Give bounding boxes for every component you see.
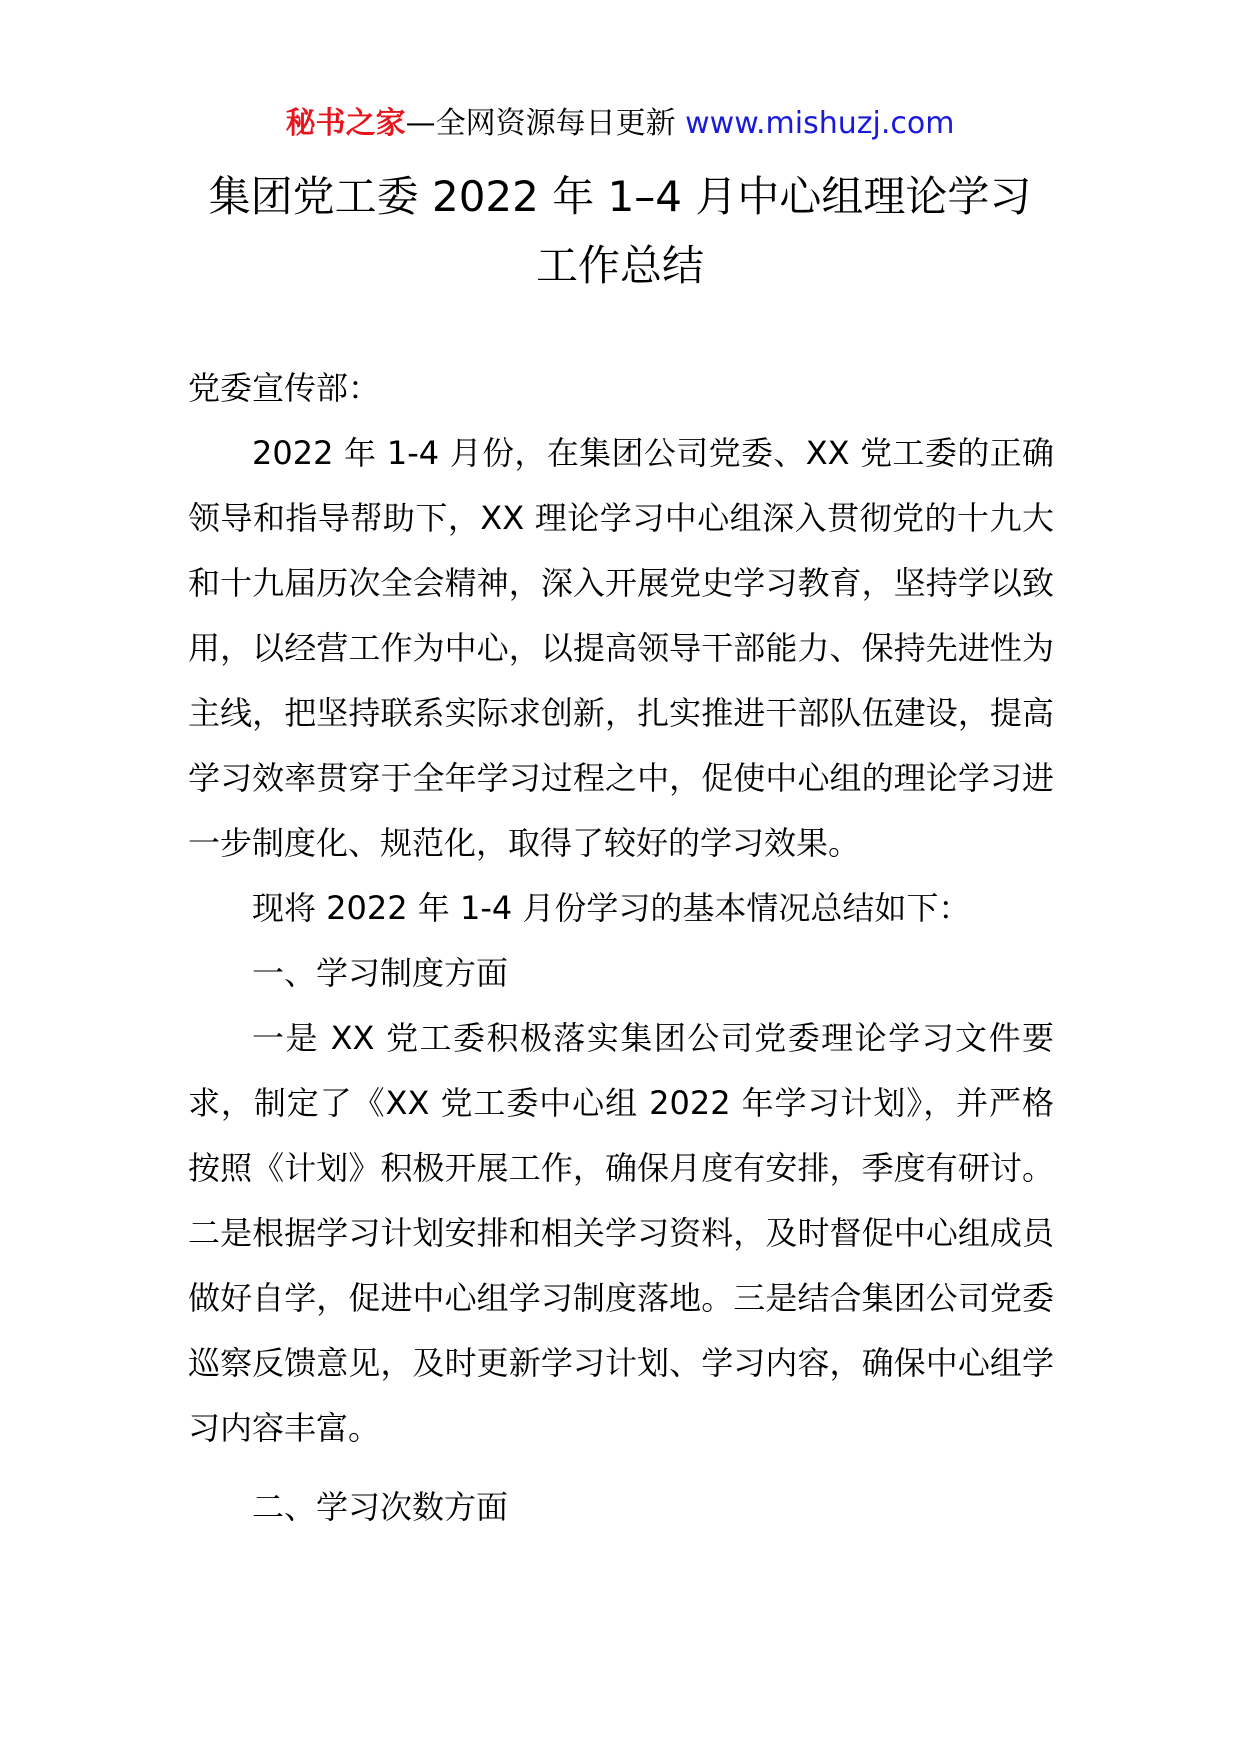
- title-line-2: 工作总结: [535, 241, 704, 290]
- document-title: [150, 162, 1090, 300]
- banner-brand: 秘书之家: [285, 106, 406, 141]
- document-body: [188, 356, 1054, 1540]
- paragraph-intro: 2022 年 1-4 月份，在集团公司党委、XX 党工委的正确领导和指导帮助下，XX 理论学习中心组深入贯彻党的十九大和十九届历次全会精神，深入开展党史学习教育，坚持学以致用，以经营工作为中心，以提高领导干部能力、保持先进性为主线，把坚持联系实际求创新，扎实推进干部队伍建设，提高学习效率贯穿于全年学习过程之中，促使中心组的理论学习进一步制度化、规范化，取得了较好的学习效果。: [188, 434, 1054, 862]
- title-line-1: 集团党工委 2022 年 1–4 月中心组理论学习: [208, 172, 1032, 221]
- section-heading-2: 二、学习次数方面: [252, 1488, 509, 1526]
- section-heading-1: 一、学习制度方面: [252, 954, 509, 992]
- salutation: 党委宣传部：: [188, 369, 381, 407]
- paragraph-summary-lead: 现将 2022 年 1-4 月份学习的基本情况总结如下：: [252, 889, 971, 927]
- banner-url[interactable]: www.mishuzj.com: [685, 106, 955, 141]
- banner-slogan: —全网资源每日更新: [405, 106, 686, 141]
- site-banner: [0, 100, 1240, 148]
- paragraph-study-system: 一是 XX 党工委积极落实集团公司党委理论学习文件要求，制定了《XX 党工委中心组 2022 年学习计划》，并严格按照《计划》积极开展工作，确保月度有安排，季度有研讨。二是根据学习计划安排和相关学习资料，及时督促中心组成员做好自学，促进中心组学习制度落地。三是结合集团公司党委巡察反馈意见，及时更新学习计划、学习内容，确保中心组学习内容丰富。: [188, 1019, 1054, 1447]
